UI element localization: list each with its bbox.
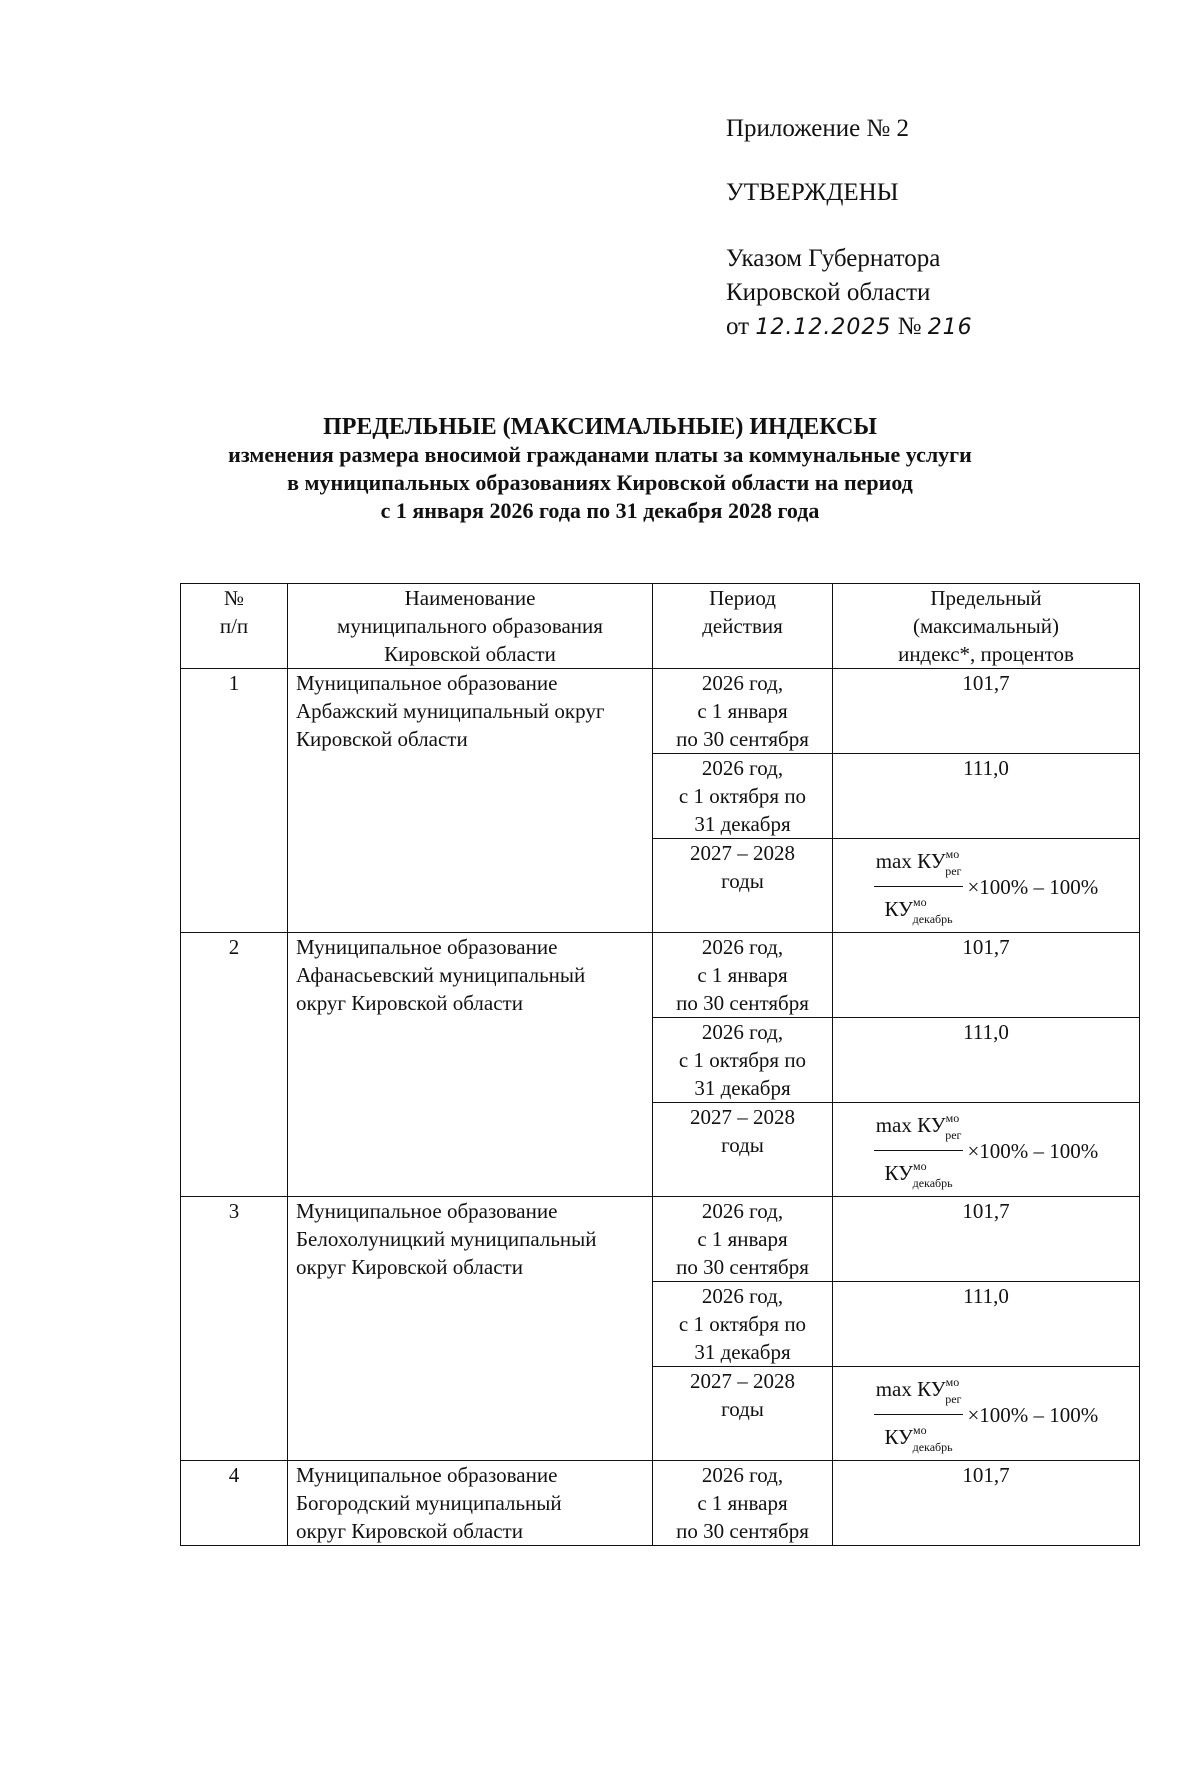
annex-number: Приложение № 2 bbox=[726, 115, 910, 142]
period-cell: 2026 год, с 1 января по 30 сентября bbox=[653, 669, 833, 754]
period-cell: 2027 – 2028 годы bbox=[653, 839, 833, 933]
index-formula bbox=[874, 1369, 1099, 1460]
formula-tail: ×100% – 100% bbox=[967, 874, 1099, 899]
number-prefix: № bbox=[897, 313, 922, 340]
index-value: 101,7 bbox=[833, 1197, 1140, 1282]
approved-by-line2: Кировской области bbox=[726, 279, 931, 306]
period-cell: 2026 год, с 1 января по 30 сентября bbox=[653, 933, 833, 1018]
row-number: 2 bbox=[181, 933, 288, 1197]
formula-tail: ×100% – 100% bbox=[967, 1138, 1099, 1163]
formula-fraction: $\frac{\max КУ^{мо}_{рег}}{КУ^{мо}_{декабрь}}$ bbox=[874, 1105, 964, 1196]
index-formula bbox=[874, 841, 1099, 932]
index-table bbox=[180, 583, 1140, 1546]
period-cell: 2026 год, с 1 января по 30 сентября bbox=[653, 1197, 833, 1282]
approval-block bbox=[726, 112, 973, 345]
table-header-row bbox=[181, 584, 1140, 669]
formula-fraction: $\frac{\max КУ^{мо}_{рег}}{КУ^{мо}_{декабрь}}$ bbox=[874, 841, 964, 932]
municipality-name: Муниципальное образование Афанасьевский муниципальный округ Кировской области bbox=[288, 933, 653, 1197]
formula-tail: ×100% – 100% bbox=[967, 1402, 1099, 1427]
table-row bbox=[181, 1461, 1140, 1546]
row-number: 3 bbox=[181, 1197, 288, 1461]
index-value: 111,0 bbox=[833, 1018, 1140, 1103]
period-cell: 2027 – 2028 годы bbox=[653, 1103, 833, 1197]
period-cell: 2026 год, с 1 января по 30 сентября bbox=[653, 1461, 833, 1546]
document-title bbox=[0, 413, 1200, 525]
formula-fraction: $\frac{\max КУ^{мо}_{рег}}{КУ^{мо}_{декабрь}}$ bbox=[874, 1369, 964, 1460]
table-row bbox=[181, 1197, 1140, 1282]
index-formula bbox=[874, 1105, 1099, 1196]
index-formula-cell bbox=[833, 1103, 1140, 1197]
index-formula-cell bbox=[833, 839, 1140, 933]
period-cell: 2026 год, с 1 октября по 31 декабря bbox=[653, 754, 833, 839]
row-number: 1 bbox=[181, 669, 288, 933]
header-period: Период действия bbox=[653, 584, 833, 669]
header-num: № п/п bbox=[181, 584, 288, 669]
index-formula-cell bbox=[833, 1367, 1140, 1461]
period-cell: 2026 год, с 1 октября по 31 декабря bbox=[653, 1018, 833, 1103]
decree-date-line bbox=[726, 310, 973, 345]
index-value: 111,0 bbox=[833, 754, 1140, 839]
municipality-name: Муниципальное образование Богородский муниципальный округ Кировской области bbox=[288, 1461, 653, 1546]
header-name: Наименование муниципального образования Кировской области bbox=[288, 584, 653, 669]
title-line2: изменения размера вносимой гражданами платы за коммунальные услуги bbox=[228, 442, 972, 467]
index-value: 101,7 bbox=[833, 933, 1140, 1018]
approved-label: УТВЕРЖДЕНЫ bbox=[726, 179, 899, 206]
row-number: 4 bbox=[181, 1461, 288, 1546]
municipality-name: Муниципальное образование Белохолуницкий муниципальный округ Кировской области bbox=[288, 1197, 653, 1461]
period-cell: 2026 год, с 1 октября по 31 декабря bbox=[653, 1282, 833, 1367]
title-line3: в муниципальных образованиях Кировской области на период bbox=[287, 470, 913, 495]
index-value: 101,7 bbox=[833, 1461, 1140, 1546]
title-line1: ПРЕДЕЛЬНЫЕ (МАКСИМАЛЬНЫЕ) ИНДЕКСЫ bbox=[323, 414, 877, 440]
header-index: Предельный (максимальный) индекс*, процентов bbox=[833, 584, 1140, 669]
handwritten-number: 216 bbox=[927, 315, 973, 340]
approved-by-line1: Указом Губернатора bbox=[726, 245, 941, 272]
table-row bbox=[181, 669, 1140, 754]
municipality-name: Муниципальное образование Арбажский муниципальный округ Кировской области bbox=[288, 669, 653, 933]
table-row bbox=[181, 933, 1140, 1018]
index-value: 111,0 bbox=[833, 1282, 1140, 1367]
handwritten-date: 12.12.2025 bbox=[755, 315, 892, 340]
index-value: 101,7 bbox=[833, 669, 1140, 754]
period-cell: 2027 – 2028 годы bbox=[653, 1367, 833, 1461]
from-prefix: от bbox=[726, 313, 750, 340]
title-line4: с 1 января 2026 года по 31 декабря 2028 года bbox=[380, 498, 820, 523]
